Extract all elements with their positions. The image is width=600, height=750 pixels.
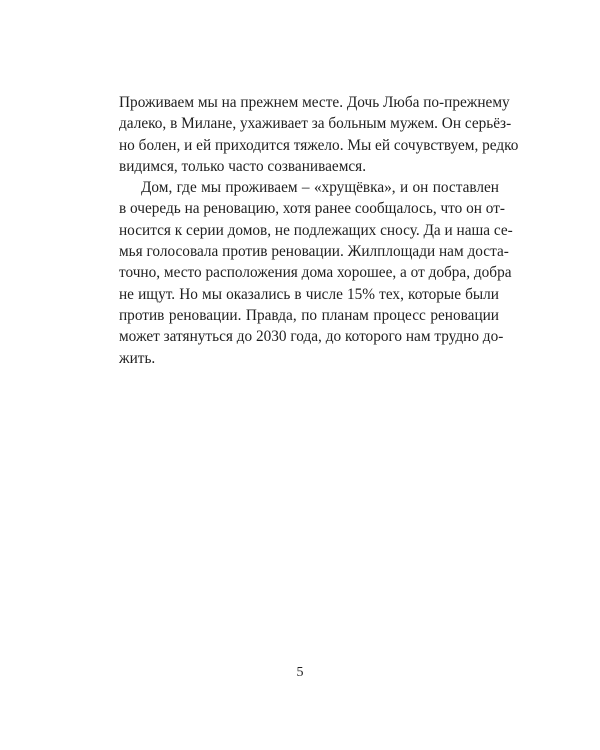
text-line: точно, место расположения дома хорошее, а от добра, добра xyxy=(119,264,512,282)
page-number: 5 xyxy=(296,665,304,680)
text-line: Проживаем мы на прежнем месте. Дочь Люба по-прежнему xyxy=(119,94,510,111)
text-line: но болен, и ей приходится тяжело. Мы ей сочувствуем, редко xyxy=(119,136,519,154)
text-line: против реновации. Правда, по планам процесс реновации xyxy=(119,306,499,324)
text-line: не ищут. Но мы оказались в числе 15% тех, которые были xyxy=(119,285,499,303)
text-line: жить. xyxy=(119,349,156,367)
text-line: может затянуться до 2030 года, до которого нам трудно до- xyxy=(119,328,504,346)
paragraph-1 xyxy=(119,92,519,177)
paragraph-2 xyxy=(119,177,513,369)
body-text xyxy=(119,92,519,369)
text-line: видимся, только часто созваниваемся. xyxy=(119,157,367,175)
text-line: носится к серии домов, не подлежащих сносу. Да и наша се- xyxy=(119,221,513,239)
text-line: далеко, в Милане, ухаживает за больным мужем. Он серьёз- xyxy=(119,115,512,133)
text-line: в очередь на реновацию, хотя ранее сообщалось, что он от- xyxy=(119,200,505,218)
text-line: мья голосовала против реновации. Жилплощади нам доста- xyxy=(119,243,509,261)
text-line: Дом, где мы проживаем – «хрущёвка», и он поставлен xyxy=(141,179,499,197)
